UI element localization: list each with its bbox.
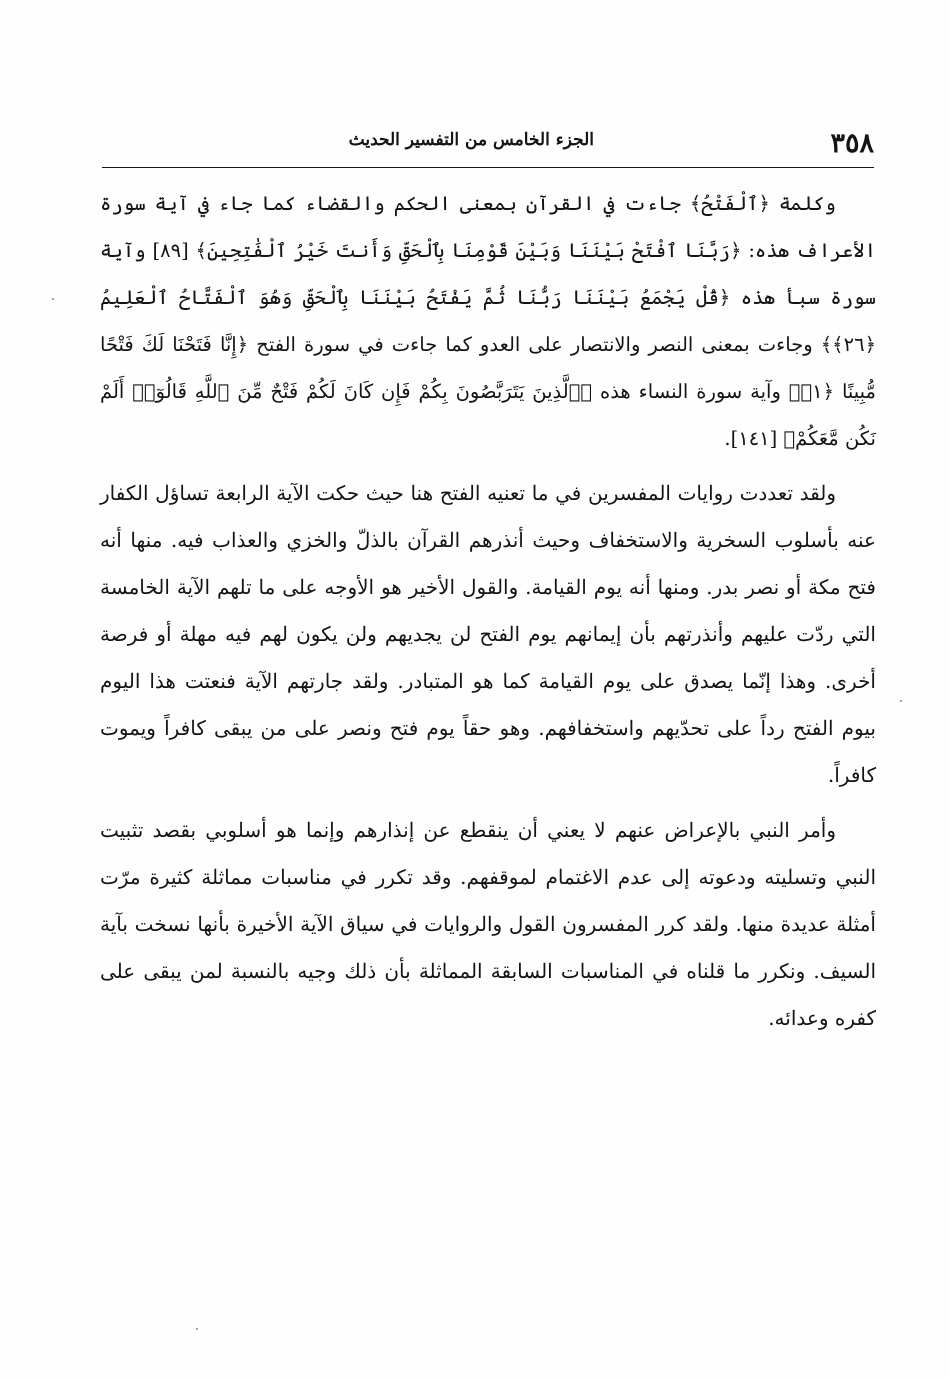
page-number: ٣٥٨ (830, 128, 874, 159)
scan-speck (52, 298, 54, 300)
scan-speck (196, 1328, 198, 1330)
header-rule (102, 167, 874, 168)
page-header (102, 118, 874, 166)
page-body (100, 180, 876, 1042)
paragraph-meaning-of-fath: وكلمة ﴿ٱلْفَتْحُ﴾ جاءت في القرآن بمعنى الحكم والقضاء كما جاء في آية سورة الأعراف هذه: ﴿رَبَّنَا ٱفْتَحْ بَيْنَنَا وَبَيْنَ قَوْمِنَا بِٱلْحَقِّ وَأَنتَ خَيْرُ ٱلْفَٰتِحِينَ﴾ [٨٩] وآية سورة سبأ هذه ﴿قُلْ يَجْمَعُ بَيْنَنَا رَبُّنَا ثُمَّ يَفْتَحُ بَيْنَنَا بِٱلْحَقِّ وَهُوَ ٱلْفَتَّاحُ ٱلْعَلِيمُ ﴿٢٦﴾﴾ وجاءت بمعنى النصر والانتصار على العدو كما جاءت في سورة الفتح ﴿إِنَّا فَتَحْنَا لَكَ فَتْحًا مُّبِينًا ﴿١﴾﴾ وآية سورة النساء هذه ﴿ٱلَّذِينَ يَتَرَبَّصُونَ بِكُمْ فَإِن كَانَ لَكُمْ فَتْحٌ مِّنَ ٱللَّهِ قَالُوٓا۟ أَلَمْ نَكُن مَّعَكُمْ﴾ [١٤١]. (100, 192, 876, 450)
running-title: الجزء الخامس من التفسير الحديث (348, 130, 594, 150)
scan-speck (900, 700, 902, 702)
paragraph-interpretations: ولقد تعددت روايات المفسرين في ما تعنيه الفتح هنا حيث حكت الآية الرابعة تساؤل الكفار عنه بأسلوب السخرية والاستخفاف وحيث أنذرهم القرآن بالذلّ والخزي والعذاب فيه. منها أنه فتح مكة أو نصر بدر. ومنها أنه يوم القيامة. والقول الأخير هو الأوجه على ما تلهم الآية الخامسة التي ردّت عليهم وأنذرتهم بأن إيمانهم يوم الفتح لن يجديهم ولن يكون لهم فيه مهلة أو فرصة أخرى. وهذا إنّما يصدق على يوم القيامة كما هو المتبادر. ولقد جارتهم الآية فنعتت هذا اليوم بيوم الفتح رداً على تحدّيهم واستخفافهم. وهو حقاً يوم فتح ونصر على من يبقى كافراً ويموت كافراً. (100, 481, 876, 787)
paragraph-command-to-turn-away: وأمر النبي بالإعراض عنهم لا يعني أن ينقطع عن إنذارهم وإنما هو أسلوبي بقصد تثبيت النبي وتسليته ودعوته إلى عدم الاغتمام لموقفهم. وقد تكرر في مناسبات مماثلة كثيرة مرّت أمثلة عديدة منها. ولقد كرر المفسرون القول والروايات في سياق الآية الأخيرة بأنها نسخت بآية السيف. ونكرر ما قلناه في المناسبات السابقة المماثلة بأن ذلك وجيه بالنسبة لمن يبقى على كفره وعدائه. (100, 818, 876, 1030)
